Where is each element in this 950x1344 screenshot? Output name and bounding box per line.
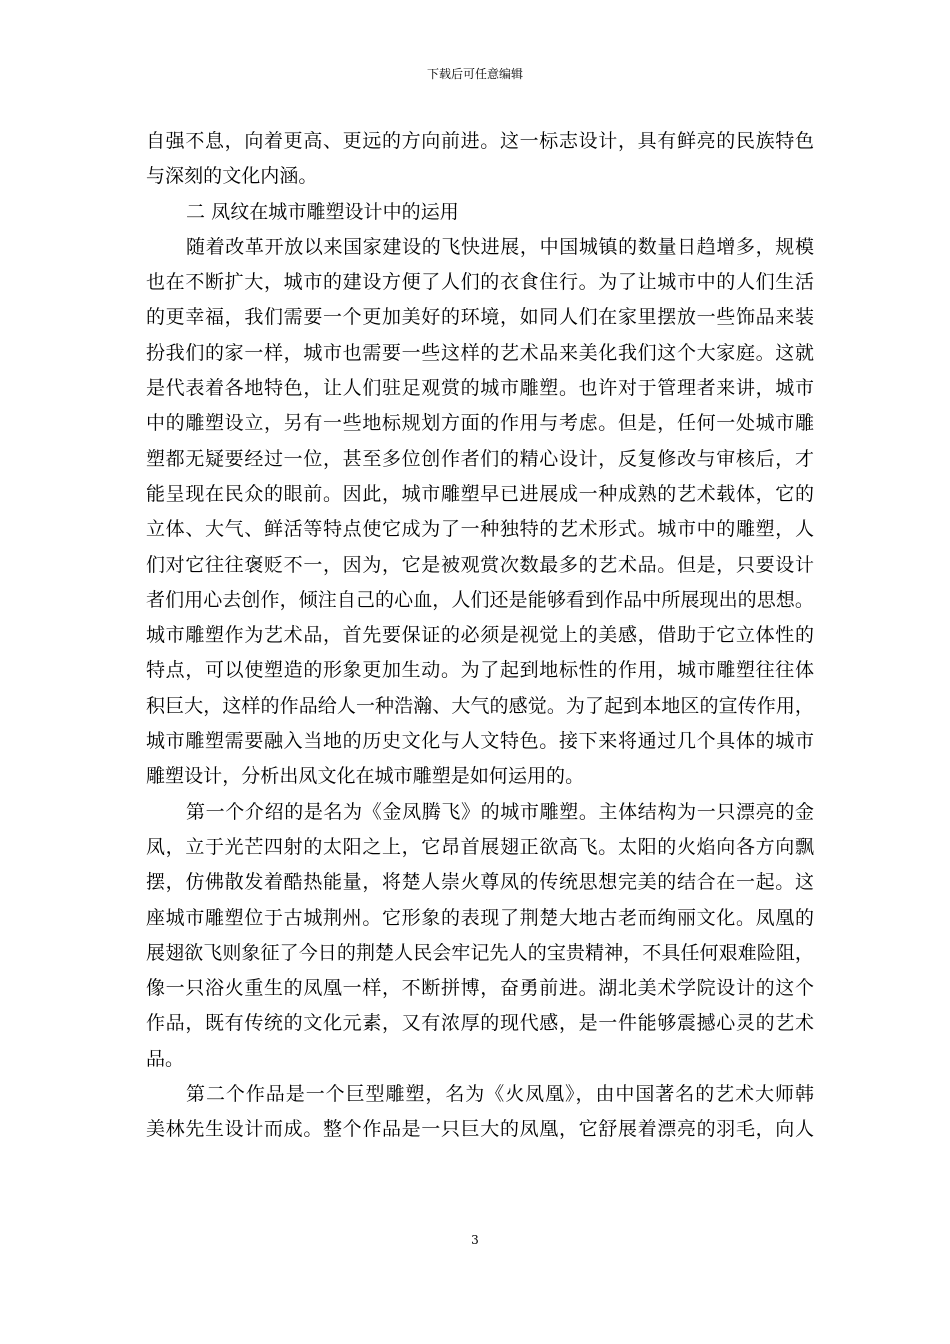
text-line: 美林先生设计而成。整个作品是一只巨大的凤凰，它舒展着漂亮的羽毛，向人: [146, 1118, 814, 1141]
text-line: 者们用心去创作，倾注自己的心血，人们还是能够看到作品中所展现出的思想。: [146, 588, 814, 611]
text-line: 积巨大，这样的作品给人一种浩瀚、大气的感觉。为了起到本地区的宣传作用，: [146, 694, 814, 717]
text-line: 立体、大气、鲜活等特点使它成为了一种独特的艺术形式。城市中的雕塑，人: [146, 518, 814, 541]
text-line: 像一只浴火重生的凤凰一样，不断拼博，奋勇前进。湖北美术学院设计的这个: [146, 977, 814, 1000]
text-line: 与深刻的文化内涵。: [146, 165, 318, 188]
text-line: 凤，立于光芒四射的太阳之上，它昂首展翅正欲高飞。太阳的火焰向各方向飘: [146, 835, 814, 858]
text-line: 特点，可以使塑造的形象更加生动。为了起到地标性的作用，城市雕塑往往体: [146, 659, 814, 682]
text-line: 二 凤纹在城市雕塑设计中的运用: [186, 200, 459, 223]
text-line: 能呈现在民众的眼前。因此，城市雕塑早已进展成一种成熟的艺术载体，它的: [146, 482, 814, 505]
text-line: 的更幸福，我们需要一个更加美好的环境，如同人们在家里摆放一些饰品来装: [146, 306, 814, 329]
text-line: 中的雕塑设立，另有一些地标规划方面的作用与考虑。但是，任何一处城市雕: [146, 412, 814, 435]
text-line: 第一个介绍的是名为《金凤腾飞》的城市雕塑。主体结构为一只漂亮的金: [186, 800, 814, 823]
text-line: 第二个作品是一个巨型雕塑，名为《火凤凰》，由中国著名的艺术大师韩: [186, 1083, 814, 1106]
text-line: 座城市雕塑位于古城荆州。它形象的表现了荆楚大地古老而绚丽文化。凤凰的: [146, 906, 814, 929]
text-line: 随着改革开放以来国家建设的飞快进展，中国城镇的数量日趋增多，规模: [186, 235, 814, 258]
text-line: 品。: [146, 1047, 185, 1070]
text-line: 自强不息，向着更高、更远的方向前进。这一标志设计，具有鲜亮的民族特色: [146, 130, 814, 152]
text-line: 雕塑设计，分析出凤文化在城市雕塑是如何运用的。: [146, 765, 585, 788]
text-line: 展翅欲飞则象征了今日的荆楚人民会牢记先人的宝贵精神，不具任何艰难险阻，: [146, 941, 814, 964]
text-line: 扮我们的家一样，城市也需要一些这样的艺术品来美化我们这个大家庭。这就: [146, 341, 814, 364]
text-line: 摆，仿佛散发着酷热能量，将楚人崇火尊凤的传统思想完美的结合在一起。这: [146, 871, 814, 894]
text-line: 也在不断扩大，城市的建设方便了人们的衣食住行。为了让城市中的人们生活: [146, 271, 814, 294]
page-number: 3: [471, 1233, 479, 1247]
text-line: 们对它往往褒贬不一，因为，它是被观赏次数最多的艺术品。但是，只要设计: [146, 553, 814, 576]
page-header: 下载后可任意编辑: [426, 67, 523, 81]
text-line: 作品，既有传统的文化元素，又有浓厚的现代感，是一件能够震撼心灵的艺术: [146, 1012, 814, 1035]
text-line: 塑都无疑要经过一位，甚至多位创作者们的精心设计，反复修改与审核后，才: [146, 447, 814, 470]
body-text: [146, 124, 814, 1148]
text-line: 城市雕塑需要融入当地的历史文化与人文特色。接下来将通过几个具体的城市: [146, 730, 814, 753]
text-line: 是代表着各地特色，让人们驻足观赏的城市雕塑。也许对于管理者来讲，城市: [146, 377, 814, 400]
text-line: 城市雕塑作为艺术品，首先要保证的必须是视觉上的美感，借助于它立体性的: [146, 624, 814, 647]
